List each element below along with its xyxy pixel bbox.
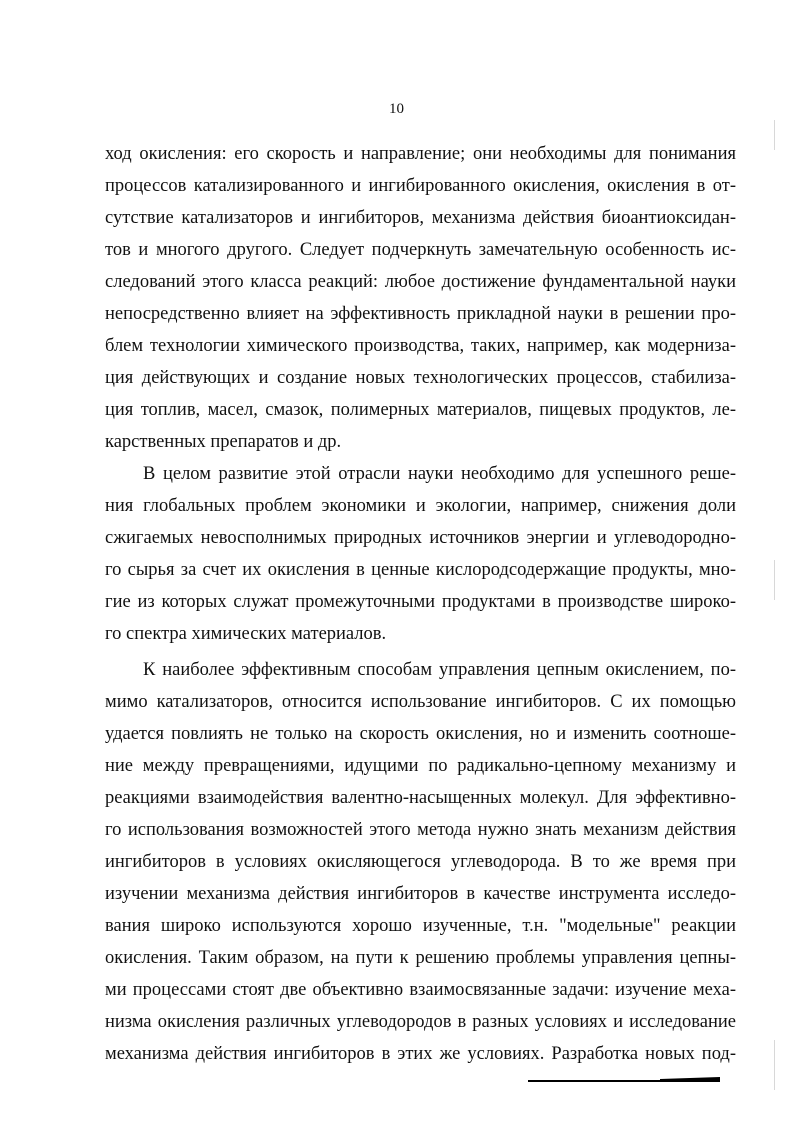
paragraph-1-line: карственных препаратов и др. xyxy=(105,432,342,452)
paragraph-1-line: следований этого класса реакций: любое достижение фундаментальной науки xyxy=(105,272,736,292)
paragraph-3-line: К наиболее эффективным способам управления цепным окислением, по- xyxy=(143,660,736,680)
paragraph-2-line: го сырья за счет их окисления в ценные кислородсодержащие продукты, мно- xyxy=(105,560,736,580)
scan-edge-mark xyxy=(774,1040,775,1090)
paragraph-3-line: мимо катализаторов, относится использование ингибиторов. С их помощью xyxy=(105,692,736,712)
paragraph-1-line: сутствие катализаторов и ингибиторов, механизма действия биоантиоксидан- xyxy=(105,208,736,228)
paragraph-2-line: гие из которых служат промежуточными продуктами в производстве широко- xyxy=(105,592,736,612)
paragraph-3-line: ми процессами стоят две объективно взаимосвязанные задачи: изучение меха- xyxy=(105,980,736,1000)
paragraph-3-line: окисления. Таким образом, на пути к решению проблемы управления цепны- xyxy=(105,948,736,968)
paragraph-2-line: В целом развитие этой отрасли науки необходимо для успешного реше- xyxy=(143,464,736,484)
paragraph-1-line: процессов катализированного и ингибированного окисления, окисления в от- xyxy=(105,176,736,196)
paragraph-1-line: тов и многого другого. Следует подчеркнуть замечательную особенность ис- xyxy=(105,240,736,260)
paragraph-1-line: ход окисления: его скорость и направление; они необходимы для понимания xyxy=(105,144,736,164)
paragraph-3-line: удается повлиять не только на скорость окисления, но и изменить соотноше- xyxy=(105,724,736,744)
paragraph-1-line: ция действующих и создание новых технологических процессов, стабилиза- xyxy=(105,368,736,388)
bottom-rule xyxy=(528,1080,720,1082)
paragraph-3-line: изучении механизма действия ингибиторов в качестве инструмента исследо- xyxy=(105,884,736,904)
paragraph-3-line: низма окисления различных углеводородов в разных условиях и исследование xyxy=(105,1012,736,1032)
paragraph-3-line: го использования возможностей этого метода нужно знать механизм действия xyxy=(105,820,736,840)
scan-edge-mark xyxy=(774,120,775,150)
paragraph-1-line: блем технологии химического производства, таких, например, как модерниза- xyxy=(105,336,736,356)
paragraph-3-line: ние между превращениями, идущими по радикально-цепному механизму и xyxy=(105,756,736,776)
paragraph-2-line: го спектра химических материалов. xyxy=(105,624,387,644)
paragraph-3-line: механизма действия ингибиторов в этих же условиях. Разработка новых под- xyxy=(105,1044,736,1064)
scan-edge-mark xyxy=(774,560,775,600)
paragraph-3-line: реакциями взаимодействия валентно-насыщенных молекул. Для эффективно- xyxy=(105,788,736,808)
paragraph-2-line: ния глобальных проблем экономики и экологии, например, снижения доли xyxy=(105,496,736,516)
page-number: 10 xyxy=(389,101,404,117)
paragraph-1-line: непосредственно влияет на эффективность прикладной науки в решении про- xyxy=(105,304,736,324)
paragraph-3-line: вания широко используются хорошо изученные, т.н. "модельные" реакции xyxy=(105,916,736,936)
paragraph-1-line: ция топлив, масел, смазок, полимерных материалов, пищевых продуктов, ле- xyxy=(105,400,736,420)
paragraph-2-line: сжигаемых невосполнимых природных источников энергии и углеводородно- xyxy=(105,528,736,548)
paragraph-3-line: ингибиторов в условиях окисляющегося углеводорода. В то же время при xyxy=(105,852,736,872)
